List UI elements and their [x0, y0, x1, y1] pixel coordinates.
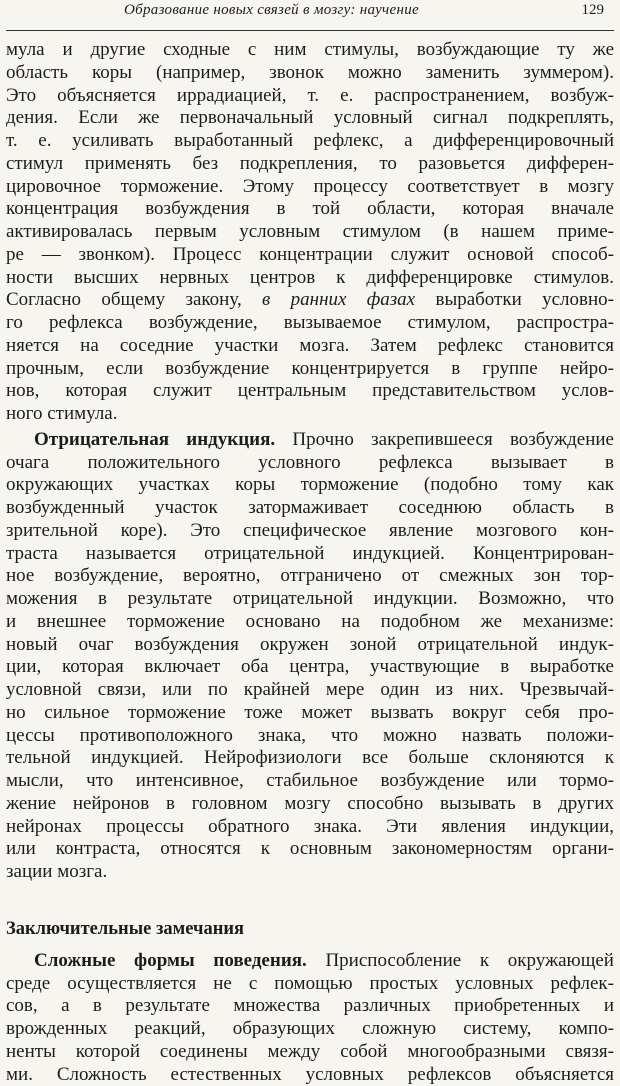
text-line: траста называется отрицательной индукцией. Концентрирован-	[6, 543, 614, 566]
text-line: условной связи, или по крайней мере один из них. Чрезвычай-	[6, 679, 614, 702]
text-line: активировалась первым условным стимулом (в нашем приме-	[6, 221, 614, 244]
text-line-with-lead	[6, 950, 614, 973]
text-line: ненты которой соединены между собой многообразными связя-	[6, 1041, 614, 1064]
text-line: тельной индукцией. Нейрофизиологи все больше склоняются к	[6, 747, 614, 770]
text-line: т. е. усиливать выработанный рефлекс, а дифференцировочный	[6, 130, 614, 153]
paragraph-lead-heading: Отрицательная индукция.	[34, 429, 275, 450]
text-line: ми. Сложность естественных условных рефлексов объясняется	[6, 1064, 614, 1086]
text-line: мысли, что интенсивное, стабильное возбуждение или тормо-	[6, 770, 614, 793]
text-line: мула и другие сходные с ним стимулы, возбуждающие ту же	[6, 39, 614, 62]
text-line: ности высших нервных центров к дифференцировке стимулов.	[6, 267, 614, 290]
text-line: нов, которая служит центральным представительством услов-	[6, 380, 614, 403]
text-line: зации мозга.	[6, 861, 614, 884]
text-line: окружающих участках коры торможение (подобно тому как	[6, 474, 614, 497]
text-line: нейронах процессы обратного знака. Эти явления индукции,	[6, 816, 614, 839]
text-line-with-emphasis	[6, 289, 614, 312]
text-line: среде осуществляется не с помощью простых условных рефлек-	[6, 973, 614, 996]
text-line: и внешнее торможение основано на подобном же механизме:	[6, 611, 614, 634]
text-run: Приспособление к окружающей	[307, 950, 614, 971]
text-run: выработки условно-	[415, 289, 614, 310]
text-run: Согласно общему закону,	[6, 289, 262, 310]
text-line: или контраста, относятся к основным закономерностям органи-	[6, 838, 614, 861]
section-heading: Заключительные замечания	[6, 918, 614, 940]
text-line: очага положительного условного рефлекса вызывает в	[6, 452, 614, 475]
text-line: Это объясняется иррадиацией, т. е. распространением, возбуж-	[6, 85, 614, 108]
paragraph-irradiation	[6, 39, 614, 426]
text-line: дения. Если же первоначальный условный сигнал подкреплять,	[6, 107, 614, 130]
page-number: 129	[582, 2, 605, 19]
running-header	[6, 0, 614, 31]
text-line: новый очаг возбуждения окружен зоной отрицательной индук-	[6, 634, 614, 657]
text-line: няется на соседние участки мозга. Затем рефлекс становится	[6, 335, 614, 358]
text-line: го рефлекса возбуждение, вызываемое стимулом, распростра-	[6, 312, 614, 335]
text-line: ре — звонком). Процесс концентрации служит основой способ-	[6, 244, 614, 267]
text-line-with-lead	[6, 429, 614, 452]
text-line: ного стимула.	[6, 403, 614, 426]
text-line: область коры (например, звонок можно заменить зуммером).	[6, 62, 614, 85]
text-line: ное возбуждение, вероятно, отграничено от смежных зон тор-	[6, 565, 614, 588]
text-line: жение нейронов в головном мозгу способно вызывать в других	[6, 793, 614, 816]
running-title: Образование новых связей в мозгу: научение	[124, 2, 419, 19]
text-line: цессы противоположного знака, что можно назвать положи-	[6, 725, 614, 748]
paragraph-complex-behavior	[6, 950, 614, 1086]
text-line: зрительной коре). Это специфическое явление мозгового кон-	[6, 520, 614, 543]
text-line: ции, которая включает оба центра, участвующие в выработке	[6, 656, 614, 679]
text-line: но сильное торможение тоже может вызвать вокруг себя про-	[6, 702, 614, 725]
text-line: сов, а в результате множества различных приобретенных и	[6, 995, 614, 1018]
text-line: прочным, если возбуждение концентрируется в группе нейро-	[6, 358, 614, 381]
text-line: возбужденный участок затормаживает соседнюю область в	[6, 497, 614, 520]
text-run: Прочно закрепившееся возбуждение	[275, 429, 614, 450]
text-line: стимул применять без подкрепления, то разовьется дифферен-	[6, 153, 614, 176]
text-line: врожденных реакций, образующих сложную систему, компо-	[6, 1018, 614, 1041]
text-line: можения в результате отрицательной индукции. Возможно, что	[6, 588, 614, 611]
paragraph-negative-induction	[6, 429, 614, 884]
paragraph-lead-heading: Сложные формы поведения.	[34, 950, 307, 971]
text-line: концентрация возбуждения в той области, которая вначале	[6, 198, 614, 221]
emphasis-text: в ранних фазах	[262, 289, 415, 310]
text-line: цировочное торможение. Этому процессу соответствует в мозгу	[6, 176, 614, 199]
